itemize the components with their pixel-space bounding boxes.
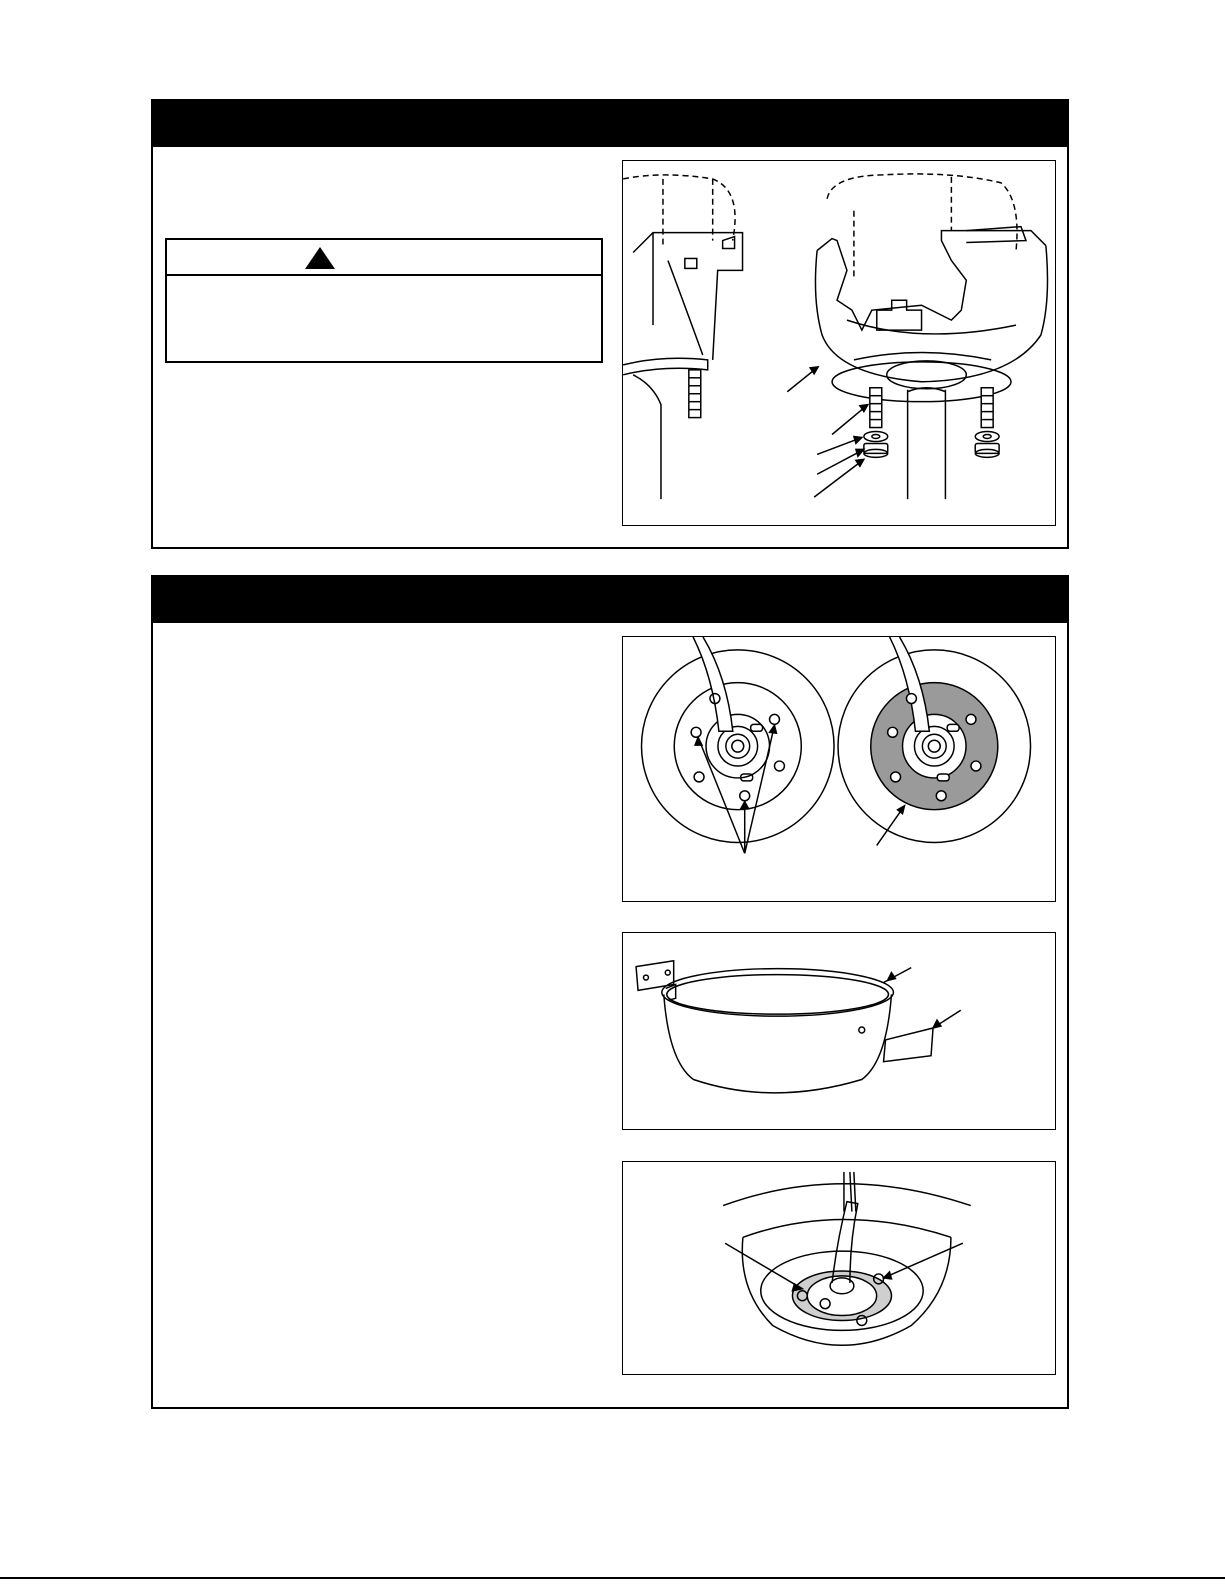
- section-header-2: [153, 577, 1067, 623]
- warning-triangle-icon: [303, 245, 337, 271]
- footer-rule: [0, 1577, 1225, 1579]
- instruction-section-2: [151, 575, 1069, 1409]
- mounting-plate-illustration: [623, 637, 1055, 901]
- figure-mounting-plate: [622, 636, 1056, 902]
- canopy-installed-illustration: [623, 1162, 1055, 1374]
- canopy-mounting-illustration: [623, 161, 1055, 525]
- warning-box: [165, 238, 603, 363]
- canopy-cover-illustration: [623, 933, 1055, 1129]
- warning-header: [167, 240, 601, 276]
- section-header-1: [153, 101, 1067, 147]
- instruction-section-1: [151, 99, 1069, 549]
- figure-canopy-installed: [622, 1161, 1056, 1375]
- figure-canopy-cover: [622, 932, 1056, 1130]
- figure-canopy-mounting: [622, 160, 1056, 526]
